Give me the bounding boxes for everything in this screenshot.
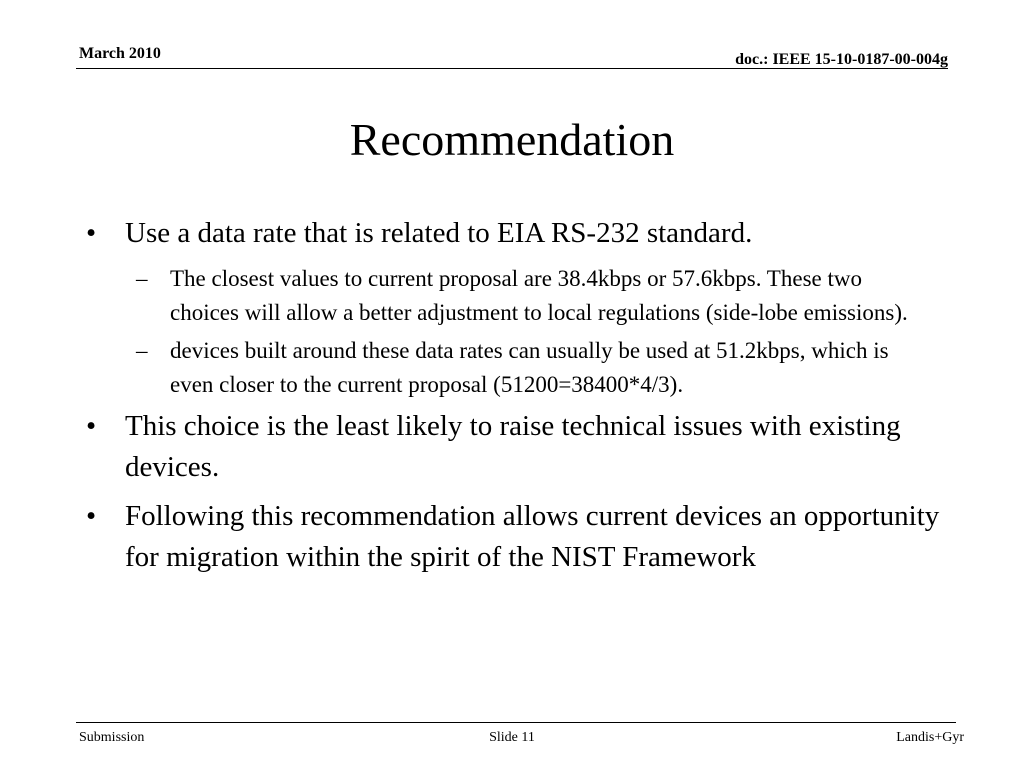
footer-submission: Submission [79, 730, 145, 745]
sub-bullet-marker: – [136, 338, 148, 363]
bullet-marker: • [86, 217, 97, 249]
bullet-text: Use a data rate that is related to EIA RS-232 standard. [125, 217, 753, 249]
slide-title: Recommendation [349, 114, 675, 165]
sub-bullet-item [84, 262, 910, 330]
sub-bullet-marker: – [136, 266, 148, 291]
bullet-item [84, 496, 944, 578]
bullet-text: This choice is the least likely to raise technical issues with existing devices. [125, 410, 901, 483]
header-date: March 2010 [79, 45, 161, 62]
slide-body [84, 213, 944, 586]
bullet-marker: • [86, 500, 97, 532]
bullet-item [84, 213, 944, 254]
bullet-marker: • [86, 410, 97, 442]
bullet-text: Following this recommendation allows current devices an opportunity for migration within the spirit of the NIST Framework [125, 500, 940, 573]
bullet-item [84, 406, 944, 488]
sub-bullet-text: devices built around these data rates can usually be used at 51.2kbps, which is even closer to the current proposal (51200=38400*4/3). [170, 338, 889, 397]
footer-organization: Landis+Gyr [896, 730, 964, 745]
sub-bullet-item [84, 334, 910, 402]
header-doc-id: doc.: IEEE 15-10-0187-00-004g [735, 51, 948, 68]
footer-divider [76, 722, 956, 723]
footer-slide-number: Slide 11 [489, 730, 535, 745]
header-divider [76, 68, 948, 69]
sub-bullet-text: The closest values to current proposal are 38.4kbps or 57.6kbps. These two choices will allow a better adjustment to local regulations (side-lobe emissions). [170, 266, 908, 325]
